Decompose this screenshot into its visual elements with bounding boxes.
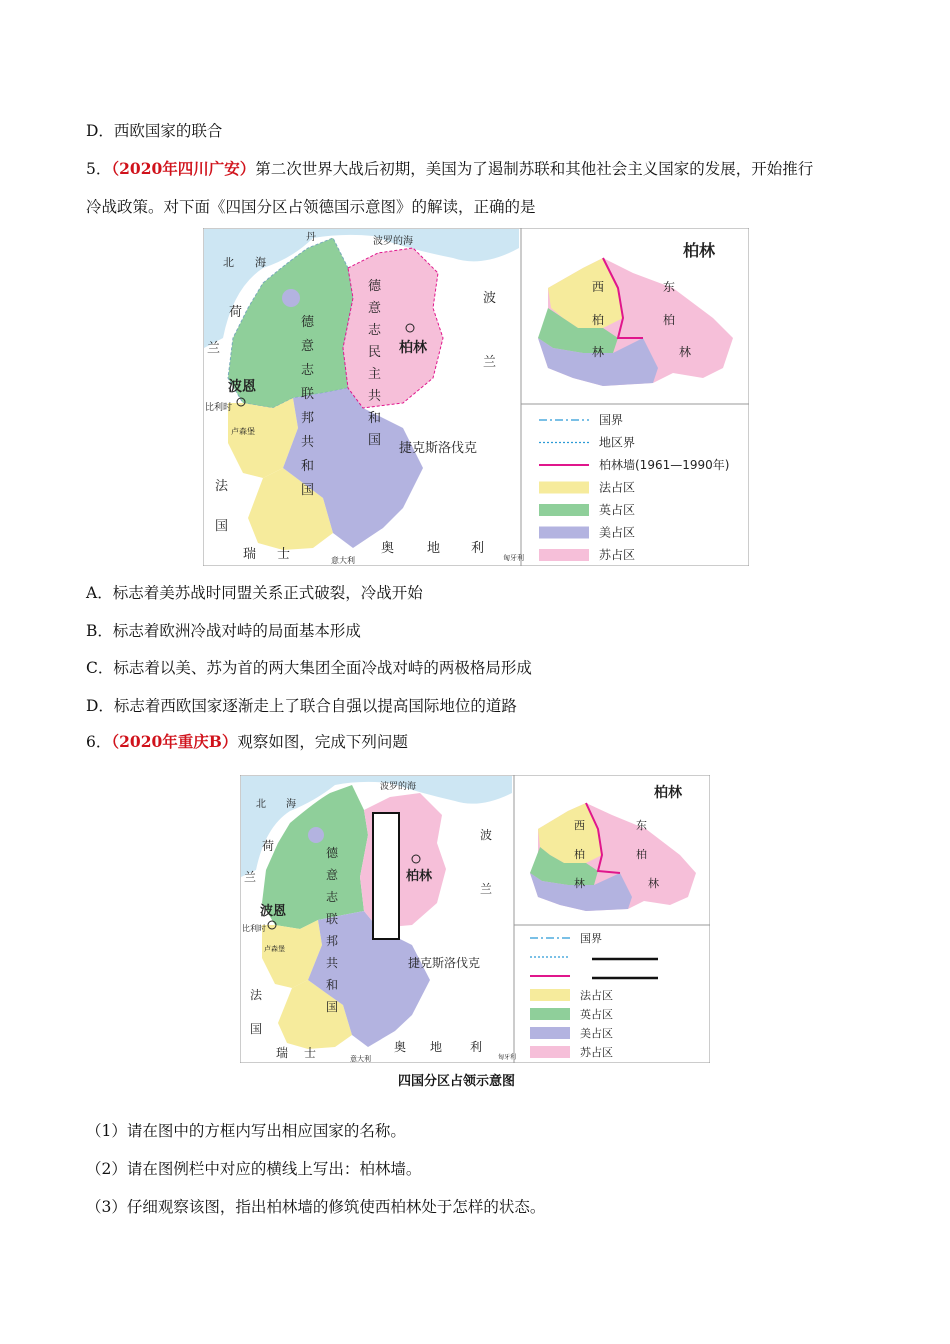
question-6-number: 6．	[86, 733, 112, 751]
option-d[interactable]: D．标志着西欧国家逐渐走上了联合自强以提高国际地位的道路	[86, 697, 517, 715]
west-char-1: 西	[592, 280, 605, 294]
germany-occupation-map-2	[240, 775, 710, 1063]
germany-occupation-map-1	[203, 228, 749, 566]
answer-box[interactable]	[373, 813, 399, 939]
question-6-source: （2020年重庆B）	[111, 732, 238, 751]
question-6-stem: 观察如图，完成下列问题	[237, 733, 408, 751]
gdr-char-1: 德	[368, 279, 382, 294]
question-5-source: （2020年四川广安）	[111, 159, 256, 178]
frg-char-8: 国	[301, 483, 315, 498]
bonn-label-m2: 波恩	[260, 904, 287, 919]
sea-north-label-2: 海	[255, 256, 266, 269]
belgium-label: 比利时	[205, 403, 233, 413]
legend-label-british: 英占区	[580, 1008, 613, 1021]
east-char-1-m2: 东	[636, 819, 647, 832]
frg-char-2: 意	[301, 339, 315, 354]
subquestion-3: （3）仔细观察该图，指出柏林墙的修筑使西柏林处于怎样的状态。	[86, 1198, 546, 1216]
gdr-char-3: 志	[368, 323, 382, 338]
poland-label-1: 波	[483, 291, 497, 306]
gdr-char-7: 和	[368, 411, 382, 426]
netherlands-label-2-m2: 兰	[244, 870, 257, 884]
poland-label-1-m2: 波	[480, 828, 493, 842]
italy-label: 意大利	[331, 556, 355, 565]
west-char-2: 柏	[592, 313, 605, 327]
italy-label-m2: 意大利	[350, 1055, 371, 1063]
question-6-line	[86, 731, 408, 753]
legend-label-soviet: 苏占区	[599, 548, 636, 562]
legend-label-british: 英占区	[599, 503, 636, 517]
france-label-1: 法	[215, 479, 229, 494]
west-char-3-m2: 林	[574, 877, 585, 890]
switzerland-label-2: 士	[277, 547, 291, 562]
legend-label-french: 法占区	[580, 989, 613, 1002]
frg-char-7: 和	[326, 978, 339, 992]
frg-char-5: 邦	[326, 934, 339, 948]
frg-char-1: 德	[301, 315, 315, 330]
bonn-label: 波恩	[228, 379, 256, 395]
france-label-2: 国	[215, 519, 229, 534]
option-b[interactable]: B．标志着欧洲冷战对峙的局面基本形成	[86, 622, 361, 640]
legend-label-border: 国界	[599, 413, 624, 427]
legend-swatch-american	[530, 1027, 570, 1039]
netherlands-label-1: 荷	[229, 305, 243, 320]
czech-label-m2: 捷克斯洛伐克	[408, 956, 481, 970]
baltic-label-m2: 波罗的海	[380, 782, 417, 792]
france-label-2-m2: 国	[250, 1022, 263, 1036]
east-char-2: 柏	[663, 313, 676, 327]
option-a[interactable]: A．标志着美苏战时同盟关系正式破裂，冷战开始	[86, 584, 423, 602]
austria-label-3: 利	[471, 541, 485, 556]
sea-north-label-m2: 北	[256, 799, 266, 810]
legend-swatch-soviet	[530, 1046, 570, 1058]
frg-char-7: 和	[301, 459, 315, 474]
netherlands-label-2: 兰	[207, 341, 221, 356]
legend-swatch-british	[530, 1008, 570, 1020]
west-char-3: 林	[592, 345, 605, 359]
inset-title-m2: 柏林	[654, 785, 682, 801]
legend-label-region: 地区界	[599, 435, 636, 450]
frg-char-8: 国	[326, 1000, 339, 1014]
legend-label-french: 法占区	[599, 480, 636, 495]
legend-label-soviet: 苏占区	[580, 1046, 613, 1059]
berlin-label-m2: 柏林	[406, 869, 433, 884]
austria-label-1-m2: 奥	[394, 1040, 407, 1054]
option-c[interactable]: C．标志着以美、苏为首的两大集团全面冷战对峙的两极格局形成	[86, 659, 532, 677]
west-char-1-m2: 西	[574, 819, 585, 832]
subquestion-2: （2）请在图例栏中对应的横线上写出：柏林墙。	[86, 1160, 422, 1178]
legend-swatch-french	[539, 482, 589, 494]
frg-char-4: 联	[326, 912, 339, 926]
frg-char-4: 联	[301, 387, 315, 402]
east-char-2-m2: 柏	[636, 848, 647, 861]
gdr-char-6: 共	[368, 389, 382, 404]
east-char-1: 东	[663, 280, 676, 294]
question-5-line-1	[86, 158, 813, 180]
question-5-stem: 第二次世界大战后初期，美国为了遏制苏联和其他社会主义国家的发展，开始推行	[255, 160, 814, 178]
poland-label-2-m2: 兰	[480, 882, 493, 896]
legend-label-american: 美占区	[599, 525, 636, 540]
gdr-char-2: 意	[368, 301, 382, 316]
berlin-label: 柏林	[399, 340, 427, 356]
legend-swatch-soviet	[539, 549, 589, 561]
hungary-label-m2: 匈牙利	[498, 1054, 517, 1061]
frg-char-1: 德	[326, 846, 339, 860]
question-5-number: 5．	[86, 160, 112, 178]
map-caption: 四国分区占领示意图	[398, 1074, 516, 1089]
luxembourg-label: 卢森堡	[231, 427, 255, 436]
netherlands-label-1-m2: 荷	[262, 839, 275, 853]
baltic-label: 波罗的海	[373, 236, 413, 247]
east-char-3: 林	[679, 345, 692, 359]
gdr-char-4: 民	[368, 345, 382, 360]
poland-label-2: 兰	[483, 355, 497, 370]
legend-swatch-american	[539, 527, 589, 539]
hungary-label: 匈牙利	[503, 554, 524, 562]
austria-label-2-m2: 地	[430, 1040, 443, 1054]
frg-char-3: 志	[301, 363, 315, 378]
option-d-previous: D．西欧国家的联合	[86, 122, 223, 140]
west-char-2-m2: 柏	[574, 848, 585, 861]
switzerland-label-1-m2: 瑞	[276, 1046, 289, 1060]
sea-north-label-2-m2: 海	[286, 799, 296, 810]
luxembourg-label-m2: 卢森堡	[264, 945, 285, 953]
frg-char-6: 共	[301, 435, 315, 450]
austria-label-1: 奥	[381, 541, 395, 556]
legend-label-border: 国界	[580, 932, 602, 945]
subquestion-1: （1）请在图中的方框内写出相应国家的名称。	[86, 1122, 406, 1140]
question-5-line-2: 冷战政策。对下面《四国分区占领德国示意图》的解读，正确的是	[86, 198, 536, 216]
sea-north-label: 北	[223, 256, 234, 269]
inset-title: 柏林	[683, 241, 716, 260]
legend-swatch-french	[530, 989, 570, 1001]
belgium-label-m2: 比利时	[242, 924, 266, 933]
france-label-1-m2: 法	[250, 988, 263, 1002]
gdr-char-5: 主	[368, 367, 382, 382]
frg-char-3: 志	[326, 890, 339, 904]
frg-char-6: 共	[326, 956, 339, 970]
austria-label-2: 地	[427, 541, 441, 556]
denmark-label: 丹	[306, 232, 316, 243]
frg-char-2: 意	[326, 868, 339, 882]
switzerland-label-2-m2: 士	[304, 1046, 317, 1060]
switzerland-label-1: 瑞	[243, 547, 257, 562]
czech-label: 捷克斯洛伐克	[399, 441, 478, 456]
bremen-enclave	[282, 289, 300, 307]
legend-label-wall: 柏林墙(1961—1990年)	[599, 458, 730, 472]
main-map	[204, 229, 524, 565]
austria-label-3-m2: 利	[470, 1040, 483, 1054]
legend-label-american: 美占区	[580, 1027, 613, 1040]
legend-swatch-british	[539, 504, 589, 516]
east-char-3-m2: 林	[648, 877, 659, 890]
gdr-char-8: 国	[368, 433, 382, 448]
frg-char-5: 邦	[301, 411, 315, 426]
